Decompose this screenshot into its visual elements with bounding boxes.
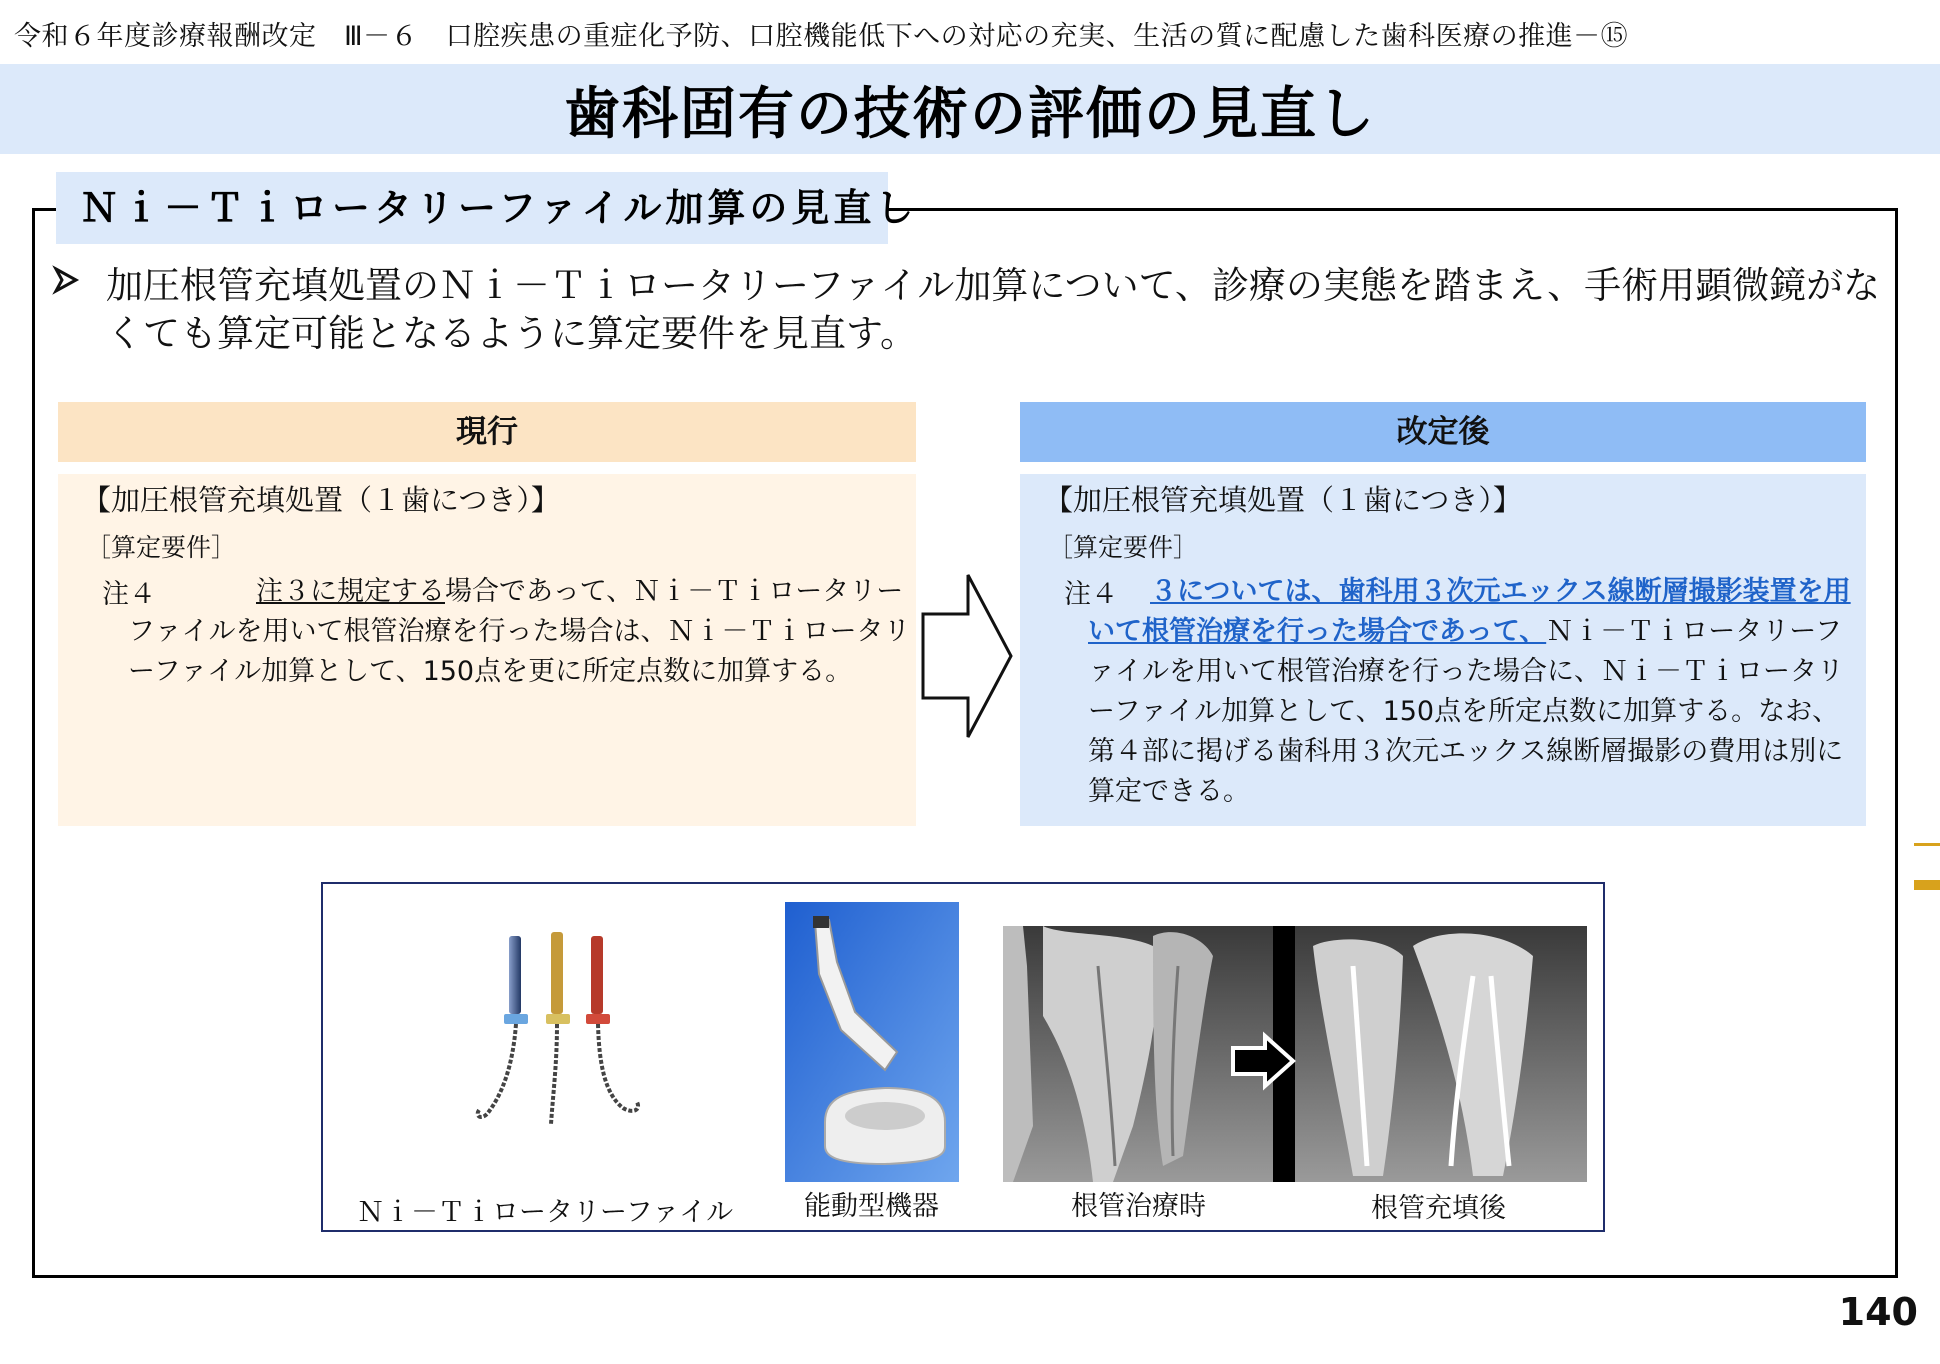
revised-column-body: [1020, 474, 1866, 826]
motor-device-image: [785, 902, 959, 1182]
revised-note-highlight: ３については、歯科用３次元エックス線断層撮影装置を用いて根管治療を行った場合であって、: [1088, 576, 1851, 647]
edge-mark: [1914, 843, 1940, 846]
image-panel: [321, 882, 1605, 1232]
breadcrumb: 令和６年度診療報酬改定 Ⅲ－６ 口腔疾患の重症化予防、口腔機能低下への対応の充実、生活の質に配慮した歯科医療の推進－⑮: [14, 21, 1629, 52]
revised-block-title: 【加圧根管充填処置（１歯につき）】: [1044, 483, 1522, 517]
current-column-body: [58, 474, 916, 826]
arrowhead-bullet-icon: [52, 262, 82, 310]
edge-mark: [1914, 880, 1940, 890]
revised-note-number: 注４: [1064, 579, 1118, 610]
xray-images: [1003, 926, 1587, 1182]
current-requirement-label: ［算定要件］: [86, 533, 237, 562]
current-note-rest: 場合であって、Ｎｉ－Ｔｉロータリーファイルを用いて根管治療を行った場合は、Ｎｉ－Ｔｉロータリーファイル加算として、150点を更に所定点数に加算する。: [128, 576, 911, 687]
device-caption: 能動型機器: [804, 1191, 939, 1222]
page-title: 歯科固有の技術の評価の見直し: [564, 82, 1376, 147]
current-column-header: 現行: [58, 402, 916, 462]
xray-after-caption: 根管充填後: [1371, 1193, 1506, 1224]
page-number: 140: [1838, 1290, 1918, 1334]
current-note-underlined: 注３に規定する: [256, 576, 445, 607]
current-block-title: 【加圧根管充填処置（１歯につき）】: [82, 483, 560, 517]
niti-files-image: [473, 924, 653, 1134]
current-note-text: [128, 572, 918, 692]
current-note-number: 注４: [102, 579, 156, 610]
revised-note-text: [1088, 572, 1856, 812]
xray-before-caption: 根管治療時: [1071, 1191, 1206, 1222]
revised-requirement-label: ［算定要件］: [1048, 533, 1199, 562]
revised-note-rest: Ｎｉ－Ｔｉロータリーファイルを用いて根管治療を行った場合に、Ｎｉ－Ｔｉロータリーファイル加算として、150点を所定点数に加算する。なお、第４部に掲げる歯科用３次元エックス線断層撮影の費用は別に算定できる。: [1088, 616, 1844, 807]
files-caption: Ｎｉ－Ｔｉロータリーファイル: [357, 1197, 734, 1228]
summary-text: 加圧根管充填処置のＮｉ－Ｔｉロータリーファイル加算について、診療の実態を踏まえ、手術用顕微鏡がなくても算定可能となるように算定要件を見直す。: [106, 264, 1881, 355]
revised-column-header: 改定後: [1020, 402, 1866, 462]
section-heading: Ｎｉ－Ｔｉロータリーファイル加算の見直し: [56, 172, 888, 244]
right-arrow-icon: [920, 572, 1014, 740]
